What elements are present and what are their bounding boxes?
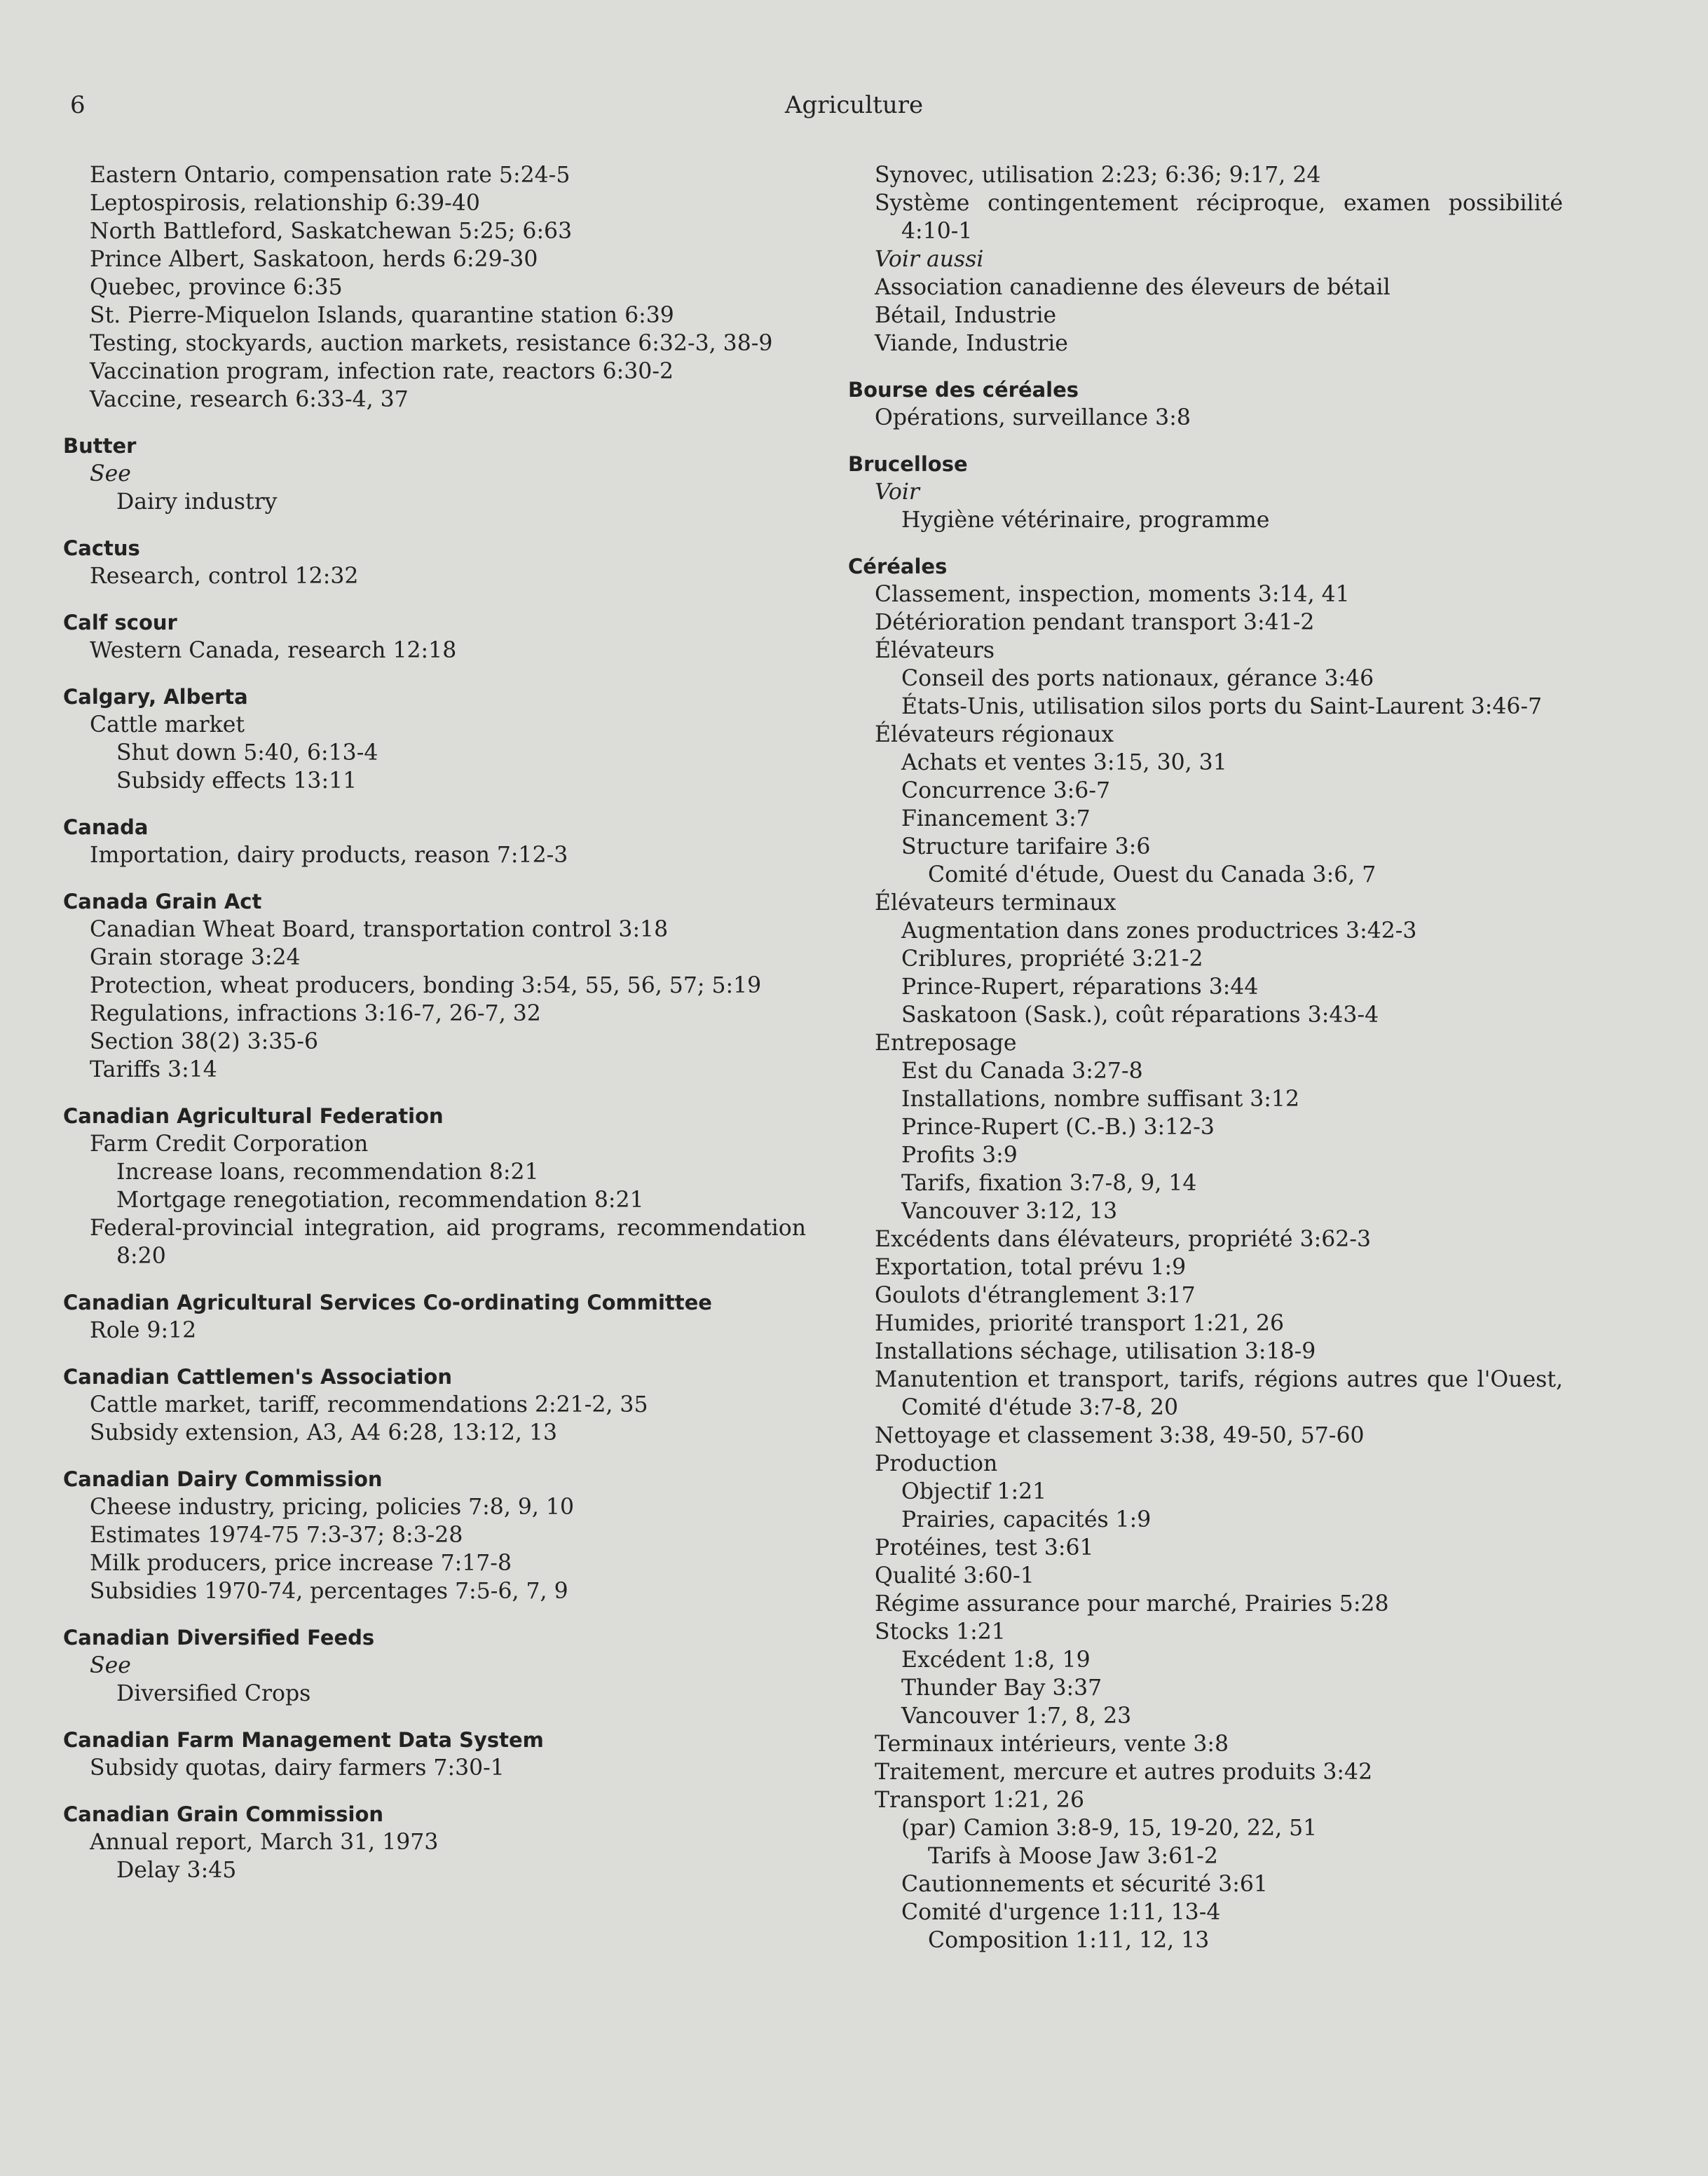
index-entry: Mortgage renegotiation, recommendation 8:21 bbox=[116, 1188, 644, 1213]
index-entry: Estimates 1974-75 7:3-37; 8:3-28 bbox=[90, 1523, 463, 1548]
index-heading: Canadian Diversified Feeds bbox=[63, 1626, 375, 1650]
index-entry: Voir bbox=[875, 480, 920, 505]
index-heading: Canadian Dairy Commission bbox=[63, 1467, 383, 1491]
index-entry: Cautionnements et sécurité 3:61 bbox=[901, 1872, 1268, 1897]
index-entry: Vancouver 3:12, 13 bbox=[901, 1199, 1118, 1224]
index-heading: Canadian Grain Commission bbox=[63, 1802, 384, 1826]
index-entry: Dairy industry bbox=[116, 489, 278, 515]
index-entry: Synovec, utilisation 2:23; 6:36; 9:17, 24 bbox=[875, 163, 1321, 188]
index-entry: Milk producers, price increase 7:17-8 bbox=[90, 1551, 512, 1576]
index-entry: Diversified Crops bbox=[116, 1681, 311, 1706]
index-entry: Structure tarifaire 3:6 bbox=[901, 834, 1151, 859]
index-entry: Manutention et transport, tarifs, régions autres que l'Ouest, Comité d'étude 3:7-8, 20 bbox=[875, 1367, 1571, 1420]
index-entry: Installations séchage, utilisation 3:18-9 bbox=[875, 1339, 1316, 1364]
index-entry: Saskatoon (Sask.), coût réparations 3:43-4 bbox=[901, 1002, 1379, 1028]
index-heading: Bourse des céréales bbox=[848, 378, 1079, 402]
left-column bbox=[63, 161, 814, 1884]
index-entry: Humides, priorité transport 1:21, 26 bbox=[875, 1311, 1285, 1336]
index-entry: Excédent 1:8, 19 bbox=[901, 1647, 1091, 1673]
index-entry: Profits 3:9 bbox=[901, 1143, 1018, 1168]
index-entry: Prince-Rupert (C.-B.) 3:12-3 bbox=[901, 1115, 1215, 1140]
index-entry: (par) Camion 3:8-9, 15, 19-20, 22, 51 bbox=[901, 1816, 1318, 1841]
index-entry: Canadian Wheat Board, transportation control 3:18 bbox=[90, 917, 669, 942]
index-entry: Thunder Bay 3:37 bbox=[901, 1675, 1102, 1701]
index-entry: Goulots d'étranglement 3:17 bbox=[875, 1283, 1196, 1308]
index-entry: Cattle market bbox=[90, 712, 245, 737]
index-entry: Détérioration pendant transport 3:41-2 bbox=[875, 610, 1315, 635]
index-entry: Voir aussi bbox=[875, 247, 984, 272]
index-heading: Céréales bbox=[848, 555, 948, 578]
index-entry: Excédents dans élévateurs, propriété 3:62-3 bbox=[875, 1227, 1372, 1252]
index-entry: Subsidy quotas, dairy farmers 7:30-1 bbox=[90, 1755, 505, 1781]
index-entry: Western Canada, research 12:18 bbox=[90, 638, 457, 663]
index-entry: Tarifs, fixation 3:7-8, 9, 14 bbox=[901, 1171, 1197, 1196]
index-entry: Bétail, Industrie bbox=[875, 303, 1057, 328]
index-entry: See bbox=[90, 1653, 131, 1678]
index-entry: Eastern Ontario, compensation rate 5:24-5 bbox=[90, 163, 571, 188]
index-entry: Protéines, test 3:61 bbox=[875, 1535, 1094, 1560]
index-entry: Prince Albert, Saskatoon, herds 6:29-30 bbox=[90, 247, 538, 272]
index-entry: Cheese industry, pricing, policies 7:8, 9, 10 bbox=[90, 1495, 575, 1520]
index-entry: Élévateurs terminaux bbox=[875, 890, 1116, 916]
index-entry: Régime assurance pour marché, Prairies 5:28 bbox=[875, 1591, 1389, 1617]
index-entry: Association canadienne des éleveurs de bétail bbox=[875, 275, 1391, 300]
index-heading: Calf scour bbox=[63, 611, 177, 634]
index-entry: Composition 1:11, 12, 13 bbox=[928, 1928, 1210, 1953]
index-entry: Section 38(2) 3:35-6 bbox=[90, 1029, 318, 1054]
index-entry: Exportation, total prévu 1:9 bbox=[875, 1255, 1187, 1280]
index-entry: Système contingentement réciproque, examen possibilité 4:10-1 bbox=[875, 191, 1571, 244]
index-entry: Viande, Industrie bbox=[875, 331, 1068, 356]
index-entry: Financement 3:7 bbox=[901, 806, 1091, 831]
index-heading: Canadian Agricultural Services Co-ordinating Committee bbox=[63, 1291, 712, 1314]
index-entry: Shut down 5:40, 6:13-4 bbox=[116, 740, 378, 766]
index-entry: Criblures, propriété 3:21-2 bbox=[901, 946, 1203, 972]
index-entry: Vancouver 1:7, 8, 23 bbox=[901, 1704, 1132, 1729]
index-entry: Stocks 1:21 bbox=[875, 1619, 1006, 1645]
index-entry: Subsidies 1970-74, percentages 7:5-6, 7, 9 bbox=[90, 1579, 568, 1604]
index-entry: Production bbox=[875, 1451, 998, 1476]
index-entry: Entreposage bbox=[875, 1031, 1017, 1056]
index-heading: Canadian Agricultural Federation bbox=[63, 1104, 444, 1128]
index-entry: Cattle market, tariff, recommendations 2:21-2, 35 bbox=[90, 1392, 648, 1417]
index-heading: Brucellose bbox=[848, 452, 968, 476]
index-entry: Research, control 12:32 bbox=[90, 564, 359, 589]
index-entry: Comité d'urgence 1:11, 13-4 bbox=[901, 1900, 1221, 1925]
index-entry: Terminaux intérieurs, vente 3:8 bbox=[875, 1732, 1229, 1757]
index-entry: Conseil des ports nationaux, gérance 3:46 bbox=[901, 666, 1374, 691]
index-entry: Concurrence 3:6-7 bbox=[901, 778, 1111, 803]
index-entry: Prairies, capacités 1:9 bbox=[901, 1507, 1152, 1532]
index-entry: Vaccination program, infection rate, reactors 6:30-2 bbox=[90, 359, 674, 384]
index-entry: Quebec, province 6:35 bbox=[90, 275, 343, 300]
index-entry: Prince-Rupert, réparations 3:44 bbox=[901, 974, 1259, 1000]
index-entry: Testing, stockyards, auction markets, resistance 6:32-3, 38-9 bbox=[90, 331, 773, 356]
index-entry: Farm Credit Corporation bbox=[90, 1131, 369, 1157]
index-entry: Augmentation dans zones productrices 3:42-3 bbox=[901, 918, 1417, 944]
index-entry: St. Pierre-Miquelon Islands, quarantine station 6:39 bbox=[90, 303, 674, 328]
index-entry: Subsidy extension, A3, A4 6:28, 13:12, 13 bbox=[90, 1420, 558, 1446]
index-entry: Role 9:12 bbox=[90, 1318, 197, 1343]
index-entry: Protection, wheat producers, bonding 3:54, 55, 56, 57; 5:19 bbox=[90, 973, 762, 998]
index-entry: Importation, dairy products, reason 7:12-3 bbox=[90, 843, 568, 868]
index-entry: Increase loans, recommendation 8:21 bbox=[116, 1160, 539, 1185]
index-entry: Nettoyage et classement 3:38, 49-50, 57-60 bbox=[875, 1423, 1365, 1448]
index-entry: Objectif 1:21 bbox=[901, 1479, 1047, 1504]
index-entry: Installations, nombre suffisant 3:12 bbox=[901, 1087, 1299, 1112]
index-entry: Élévateurs bbox=[875, 638, 995, 663]
index-heading: Calgary, Alberta bbox=[63, 685, 248, 709]
page-title: Agriculture bbox=[784, 91, 924, 119]
index-entry: Leptospirosis, relationship 6:39-40 bbox=[90, 191, 480, 216]
index-entry: Élévateurs régionaux bbox=[875, 722, 1114, 747]
index-entry: Subsidy effects 13:11 bbox=[116, 768, 357, 794]
index-entry: États-Unis, utilisation silos ports du Saint-Laurent 3:46-7 bbox=[901, 694, 1543, 719]
index-heading: Butter bbox=[63, 434, 137, 458]
right-column bbox=[848, 161, 1571, 1954]
index-entry: Tarifs à Moose Jaw 3:61-2 bbox=[928, 1844, 1218, 1869]
page-number: 6 bbox=[70, 91, 86, 119]
index-entry: Federal-provincial integration, aid programs, recommendation 8:20 bbox=[90, 1216, 814, 1269]
index-entry: Tariffs 3:14 bbox=[90, 1057, 217, 1082]
index-entry: Comité d'étude, Ouest du Canada 3:6, 7 bbox=[928, 862, 1376, 888]
index-entry: Qualité 3:60-1 bbox=[875, 1563, 1034, 1589]
index-entry: Achats et ventes 3:15, 30, 31 bbox=[901, 750, 1227, 775]
index-entry: Opérations, surveillance 3:8 bbox=[875, 405, 1191, 430]
index-entry: Classement, inspection, moments 3:14, 41 bbox=[875, 582, 1350, 607]
index-heading: Canadian Cattlemen's Association bbox=[63, 1365, 452, 1389]
index-entry: Traitement, mercure et autres produits 3:42 bbox=[875, 1760, 1373, 1785]
index-entry: See bbox=[90, 461, 131, 487]
index-heading: Canadian Farm Management Data System bbox=[63, 1728, 544, 1752]
index-entry: Transport 1:21, 26 bbox=[875, 1788, 1085, 1813]
index-entry: Est du Canada 3:27-8 bbox=[901, 1059, 1143, 1084]
index-entry: Annual report, March 31, 1973 bbox=[90, 1830, 439, 1855]
index-entry: Vaccine, research 6:33-4, 37 bbox=[90, 387, 409, 412]
index-entry: North Battleford, Saskatchewan 5:25; 6:63 bbox=[90, 219, 573, 244]
index-heading: Canada bbox=[63, 815, 149, 839]
index-heading: Canada Grain Act bbox=[63, 890, 262, 913]
index-entry: Hygiène vétérinaire, programme bbox=[901, 508, 1270, 533]
index-entry: Regulations, infractions 3:16-7, 26-7, 32 bbox=[90, 1001, 541, 1026]
index-entry: Delay 3:45 bbox=[116, 1858, 237, 1883]
index-entry: Grain storage 3:24 bbox=[90, 945, 301, 970]
index-heading: Cactus bbox=[63, 536, 140, 560]
